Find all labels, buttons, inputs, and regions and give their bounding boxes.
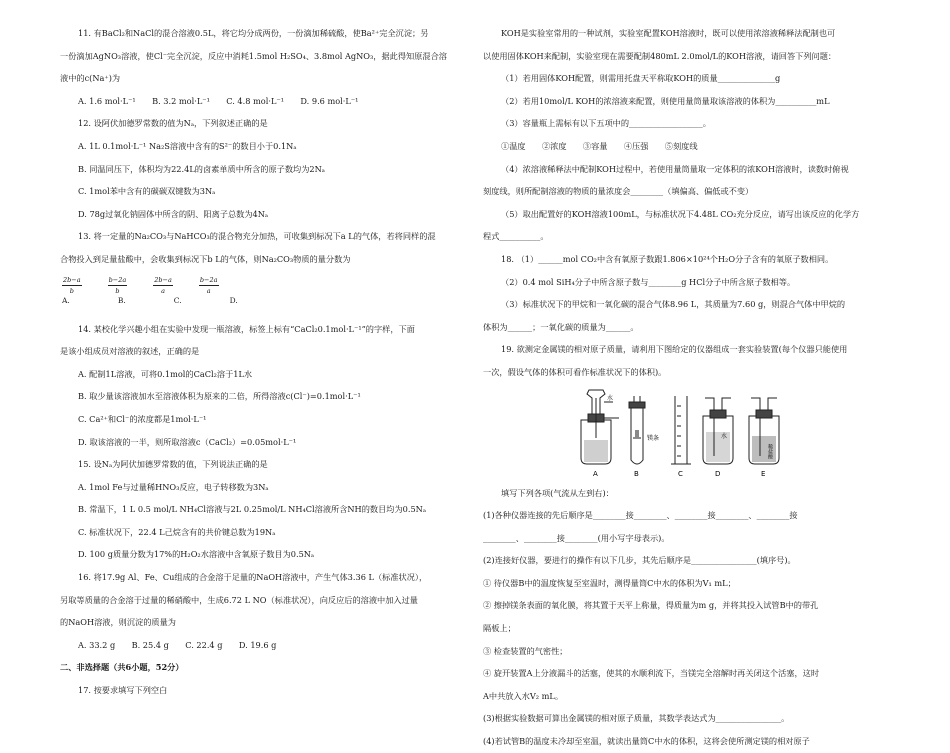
label-c: C	[678, 469, 683, 478]
water-label-d: 水	[721, 432, 728, 440]
q19-line-2: 一次，假设气体的体积可看作标准状况下的体积)。	[483, 366, 667, 377]
q17-part-5-line-2: 程式__________。	[483, 231, 549, 242]
q19-step-4-line-1: ④ 旋开装置A上分液漏斗的活塞，使其的水顺利流下，当镁完全溶解时再关闭这个活塞，这时	[483, 668, 820, 679]
q15-option-d: D. 100 g质量分数为17%的H₂O₂水溶液中含氧原子数目为0.5Nₐ	[78, 549, 315, 560]
q14-option-b: B. 取少量该溶液加水至溶液体积为原来的二倍，所得溶液c(Cl⁻)=0.1mol·L⁻¹	[78, 391, 361, 402]
q13-line-1: 13. 将一定量的Na₂CO₃与NaHCO₃的混合物充分加热，可收集到标况下a L的气体，若将同样的混	[78, 231, 436, 242]
apparatus-svg	[571, 386, 791, 478]
q17-part-2: （2）若用10mol/L KOH的浓溶液来配置，则使用量筒量取该溶液的体积为__________mL	[501, 95, 830, 106]
apparatus-a	[581, 390, 619, 464]
q17-part-5-line-1: （5）取出配置好的KOH溶液100mL，与标准状况下4.48L CO₂充分反应，请写出该反应的化学方	[501, 208, 860, 219]
q14-line-1: 14. 某校化学兴趣小组在实验中发现一瓶溶液，标签上标有“CaCl₂0.1mol·L⁻¹”的字样，下面	[78, 323, 415, 334]
q13-option-letters: A. B. C. D.	[62, 295, 238, 305]
q19-fill-intro: 填写下列各项(气流从左到右)：	[501, 487, 614, 498]
q19-part-1-line-1: (1)各种仪器连接的先后顺序是________接________、________接________、________接	[483, 510, 798, 521]
q19-line-1: 19. 欲测定金属镁的相对原子质量，请利用下图给定的仪器组成一套实验装置(每个仪器只能使用	[501, 344, 848, 355]
apparatus-diagram	[571, 386, 913, 482]
q18-part-3-line-1: （3）标准状况下的甲烷和一氧化碳的混合气体8.96 L，其质量为7.60 g，则混合气体中甲烷的	[501, 299, 846, 310]
q19-part-1-line-2: ________、________接________(用小写字母表示)。	[483, 532, 670, 543]
q12-option-d: D. 78g过氧化钠固体中所含的阴、阳离子总数为4Nₐ	[78, 208, 269, 219]
q13-option-c: 2b−a a	[154, 275, 172, 295]
q19-step-3: ③ 检查装置的气密性；	[483, 645, 568, 656]
q14-option-d: D. 取该溶液的一半，则所取溶液c（CaCl₂）=0.05mol·L⁻¹	[78, 436, 297, 447]
q19-step-2-line-2: 隔板上；	[483, 623, 516, 634]
mg-label: 镁条	[647, 434, 660, 442]
q12-option-b: B. 同温同压下，体积均为22.4L的卤素单质中所含的原子数均为2Nₐ	[78, 163, 325, 174]
q13-line-2: 合物投入到足量盐酸中，会收集到标况下b L的气体，则Na₂CO₃物质的量分数为	[60, 253, 351, 264]
right-column	[483, 22, 913, 753]
apparatus-d	[703, 398, 733, 464]
q11-options: A. 1.6 mol·L⁻¹ B. 3.2 mol·L⁻¹ C. 4.8 mol·L⁻¹ D. 9.6 mol·L⁻¹	[78, 95, 359, 106]
q19-step-4-line-2: A中共放入水V₂ mL。	[483, 690, 564, 701]
q12-option-a: A. 1L 0.1mol·L⁻¹ Na₂S溶液中含有的S²⁻的数目小于0.1Nₐ	[78, 140, 297, 151]
label-d: D	[715, 469, 721, 478]
label-a: A	[593, 469, 598, 478]
q18-part-1: 18. （1）______mol CO₂中含有氧原子数跟1.806×10²⁴个H₂O分子含有的氧原子数相同。	[501, 253, 834, 264]
q19-part-3: (3)根据实验数据可算出金属镁的相对原子质量，其数学表达式为________________。	[483, 713, 790, 724]
apparatus-b	[629, 396, 645, 464]
q17-koh-line-2: 以使用固体KOH来配制，实验室现在需要配制480mL 2.0mol/L的KOH溶液，请回答下列问题：	[483, 50, 837, 61]
q19-part-2: (2)连接好仪器，要进行的操作有以下几步，其先后顺序是________________(填序号)。	[483, 555, 796, 566]
apparatus-e	[749, 398, 779, 464]
water-label-a: 水	[607, 394, 614, 402]
label-e: E	[761, 469, 766, 478]
q11-line-3: 液中的c(Na⁺)为	[60, 73, 121, 84]
q18-part-3-line-2: 体积为______；一氧化碳的质量为______。	[483, 321, 639, 332]
q18-part-2: （2）0.4 mol SiH₄分子中所含原子数与________g HCl分子中所含原子数相等。	[501, 276, 796, 287]
q17-stem: 17. 按要求填写下列空白	[78, 685, 168, 696]
section-title: 二、非选择题（共6小题，52分）	[60, 662, 184, 673]
q19-step-2-line-1: ② 擦掉镁条表面的氧化膜，将其置于天平上称量，得质量为m g，并将其投入试管B中的带孔	[483, 600, 819, 611]
q14-line-2: 是该小组成员对溶液的叙述，正确的是	[60, 346, 200, 357]
q11-line-2: 一份滴加AgNO₃溶液，使Cl⁻完全沉淀，反应中消耗1.5mol H₂SO₄、3.8mol AgNO₃，据此得知原混合溶	[60, 50, 447, 61]
q13-option-a: 2b−a b	[63, 275, 81, 295]
label-b: B	[634, 469, 639, 478]
q19-part-4: (4)若试管B的温度未冷却至室温，就读出量筒C中水的体积，这将会使所测定镁的相对原子	[483, 736, 810, 747]
q15-option-a: A. 1mol Fe与过量稀HNO₃反应，电子转移数为3Nₐ	[78, 481, 269, 492]
q12-option-c: C. 1mol苯中含有的碳碳双键数为3Nₐ	[78, 186, 216, 197]
q12-stem: 12. 设阿伏加德罗常数的值为Nₐ，下列叙述正确的是	[78, 118, 268, 129]
q17-part-4-line-2: 刻度线，则所配制溶液的物质的量浓度会________（填偏高、偏低或不变）	[483, 186, 754, 197]
q16-line-3: 的NaOH溶液，则沉淀的质量为	[60, 617, 176, 628]
q15-option-c: C. 标准状况下，22.4 L己烷含有的共价键总数为19Nₐ	[78, 526, 276, 537]
q13-option-d: b−2a a	[199, 275, 218, 295]
q15-stem: 15. 设Nₐ为阿伏加德罗常数的值，下列说法正确的是	[78, 459, 268, 470]
apparatus-c	[671, 396, 691, 464]
left-column	[60, 22, 480, 702]
q14-option-a: A. 配制1L溶液，可将0.1mol的CaCl₂溶于1L水	[78, 368, 253, 379]
acid-label: 稀盐酸	[767, 443, 773, 459]
q16-options: A. 33.2 g B. 25.4 g C. 22.4 g D. 19.6 g	[78, 639, 277, 650]
q13-options	[60, 275, 480, 296]
q11-line-1: 11. 有BaCl₂和NaCl的混合溶液0.5L，将它均分成两份，一份滴加稀硫酸，使Ba²⁺完全沉淀；另	[78, 28, 429, 38]
q17-part-4-line-1: （4）浓溶液稀释法中配制KOH过程中，若使用量筒量取一定体积的浓KOH溶液时，读数时俯视	[501, 163, 849, 174]
q16-line-2: 另取等质量的合金溶于过量的稀硝酸中，生成6.72 L NO（标准状况），向反应后的溶液中加入过量	[60, 594, 418, 605]
q15-option-b: B. 常温下，1 L 0.5 mol/L NH₄Cl溶液与2L 0.25mol/L NH₄Cl溶液所含NH的数目均为0.5Nₐ	[78, 504, 426, 515]
q13-option-b: b−2a b	[108, 275, 127, 295]
q17-part-3-options: ①温度 ②浓度 ③容量 ④压强 ⑤刻度线	[501, 140, 698, 151]
q17-koh-line-1: KOH是实验室常用的一种试剂，实验室配置KOH溶液时，既可以使用浓溶液稀释法配制也可	[501, 28, 836, 38]
q17-part-1: （1）若用固体KOH配置，则需用托盘天平称取KOH的质量______________g	[501, 73, 781, 84]
q19-step-1: ① 待仪器B中的温度恢复至室温时，测得量筒C中水的体积为V₁ mL；	[483, 577, 736, 588]
q14-option-c: C. Ca²⁺和Cl⁻的浓度都是1mol·L⁻¹	[78, 413, 207, 424]
q17-part-3: （3）容量瓶上需标有以下五项中的__________________。	[501, 118, 711, 129]
q16-line-1: 16. 将17.9g Al、Fe、Cu组成的合金溶于足量的NaOH溶液中，产生气体3.36 L（标准状况），	[78, 572, 428, 583]
